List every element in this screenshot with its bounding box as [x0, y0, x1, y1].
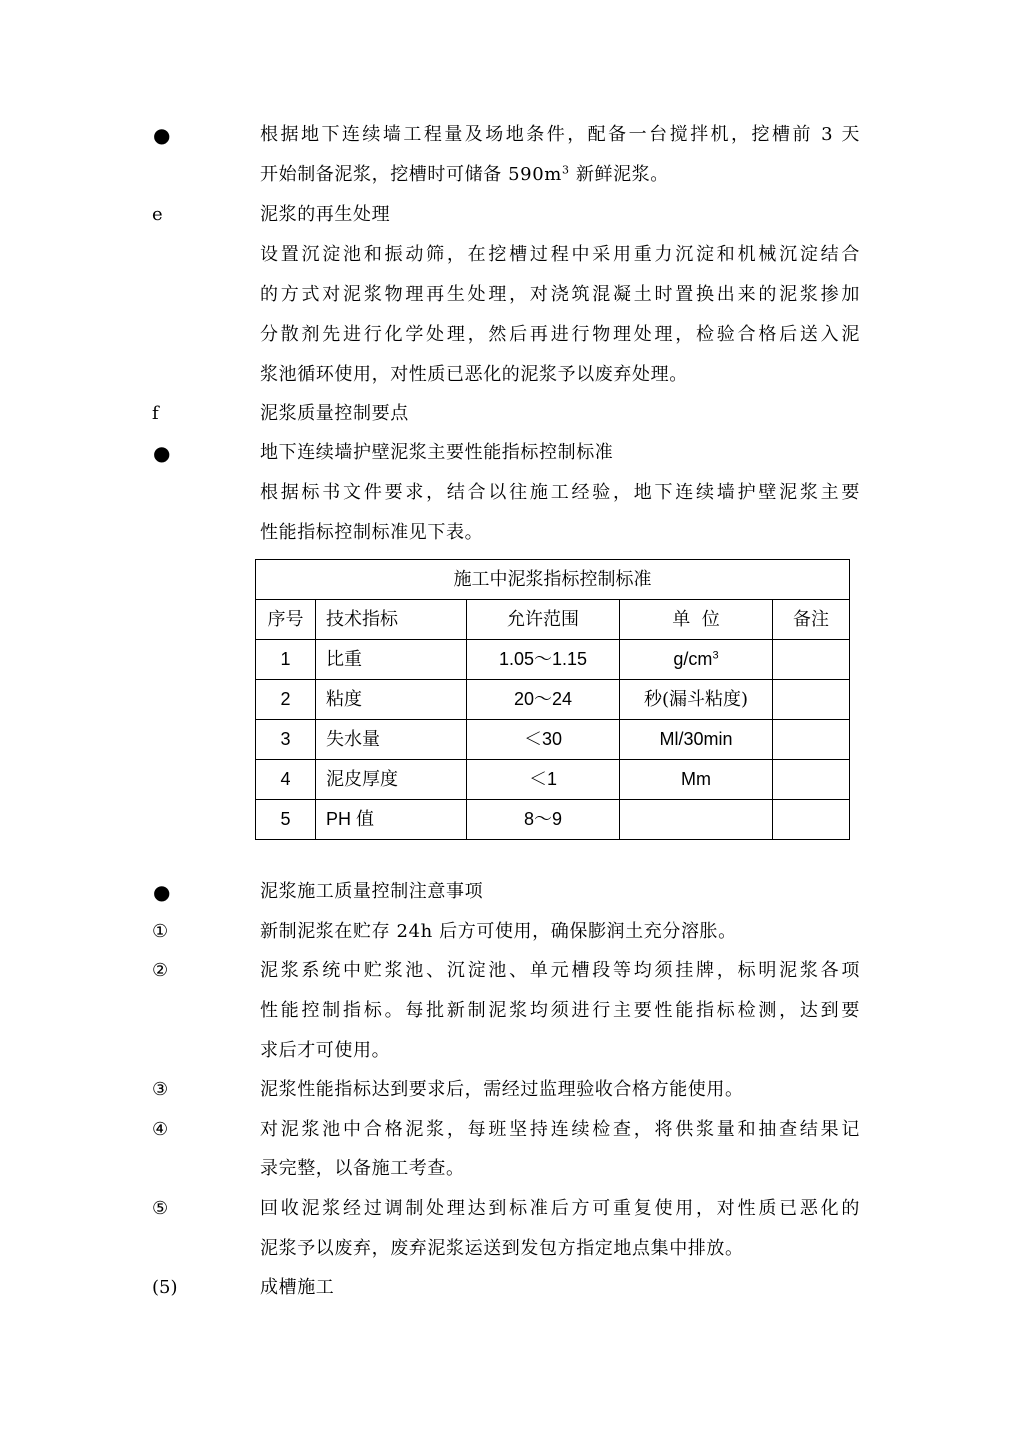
text-line	[0, 433, 1012, 473]
section-marker-e: e	[152, 204, 163, 225]
subheading: 泥浆施工质量控制注意事项	[260, 881, 484, 902]
paragraph-text: 泥浆性能指标达到要求后，需经过监理验收合格方能使用。	[260, 1079, 744, 1100]
subheading: 泥浆的再生处理	[260, 204, 391, 225]
paragraph-text: 对泥浆池中合格泥浆，每班坚持连续检查，将供浆量和抽查结果记	[260, 1119, 860, 1140]
text-line	[0, 872, 1012, 912]
paragraph-text-with-volume: 开始制备泥浆，挖槽时可储备 $590m^3$ 新鲜泥浆。	[260, 163, 669, 185]
table-row	[256, 720, 850, 760]
table-row	[256, 640, 850, 680]
subheading: 泥浆质量控制要点	[260, 403, 409, 424]
text-line	[0, 1268, 1012, 1308]
cell-note	[773, 680, 850, 720]
cell-unit	[620, 800, 773, 840]
cell-unit: 秒(漏斗粘度)	[620, 680, 773, 720]
header-note: 备注	[773, 600, 850, 640]
paragraph-text: 的方式对泥浆物理再生处理，对浇筑混凝土时置换出来的泥浆掺加	[260, 284, 860, 305]
bullet-marker: ●	[153, 441, 171, 465]
section-marker-5: (5)	[152, 1277, 178, 1298]
cell-item: 粘度	[316, 680, 467, 720]
cell-no: 1	[256, 640, 316, 680]
table-caption: 施工中泥浆指标控制标准	[256, 560, 850, 600]
bullet-marker: ●	[153, 880, 171, 904]
text-line	[0, 951, 1012, 991]
paragraph-text: 求后才可使用。	[260, 1040, 391, 1061]
unit-text: g/cm	[673, 649, 713, 669]
cell-note	[773, 760, 850, 800]
paragraph-text: 浆池循环使用，对性质已恶化的泥浆予以废弃处理。	[260, 364, 688, 385]
text-line	[0, 355, 1012, 395]
cell-note	[773, 640, 850, 680]
paragraph-text: 分散剂先进行化学处理，然后再进行物理处理，检验合格后送入泥	[260, 324, 860, 345]
text-line	[0, 513, 1012, 553]
header-no: 序号	[256, 600, 316, 640]
cell-no: 3	[256, 720, 316, 760]
header-range: 允许范围	[467, 600, 620, 640]
header-unit: 单 位	[620, 600, 773, 640]
bullet-marker: ●	[153, 123, 171, 147]
cell-note	[773, 720, 850, 760]
paragraph-text: 泥浆系统中贮浆池、沉淀池、单元槽段等均须挂牌，标明泥浆各项	[260, 960, 860, 981]
unit-superscript: 3	[712, 649, 719, 662]
text-line	[0, 1070, 1012, 1110]
text-line	[0, 1189, 1012, 1229]
paragraph-text: 性能控制指标。每批新制泥浆均须进行主要性能指标检测，达到要	[260, 1000, 860, 1021]
cell-item: 比重	[316, 640, 467, 680]
circled-number-marker: ②	[152, 960, 169, 981]
paragraph-text: 设置沉淀池和振动筛，在挖槽过程中采用重力沉淀和机械沉淀结合	[260, 244, 860, 265]
table-row	[256, 680, 850, 720]
text-line	[0, 912, 1012, 952]
circled-number-marker: ③	[152, 1079, 169, 1100]
circled-number-marker: ①	[152, 921, 169, 942]
cell-item: PH 值	[316, 800, 467, 840]
text-line	[0, 275, 1012, 315]
paragraph-text: 泥浆予以废弃，废弃泥浆运送到发包方指定地点集中排放。	[260, 1238, 744, 1259]
text-line	[0, 315, 1012, 355]
table-header-row	[256, 600, 850, 640]
text-line	[0, 473, 1012, 513]
paragraph-text: 回收泥浆经过调制处理达到标准后方可重复使用，对性质已恶化的	[260, 1198, 860, 1219]
cell-unit: Mm	[620, 760, 773, 800]
text-line	[0, 1110, 1012, 1150]
text-line	[0, 155, 1012, 195]
subheading: 成槽施工	[260, 1277, 335, 1298]
cell-range: ＜30	[467, 720, 620, 760]
cell-no: 2	[256, 680, 316, 720]
header-item: 技术指标	[316, 600, 467, 640]
table-row	[256, 760, 850, 800]
text-line	[0, 1149, 1012, 1189]
cell-range: 8～9	[467, 800, 620, 840]
mud-standard-table	[255, 559, 850, 840]
circled-number-marker: ④	[152, 1119, 169, 1140]
table-caption-row	[256, 560, 850, 600]
text-line	[0, 1229, 1012, 1269]
paragraph-text: 根据标书文件要求，结合以往施工经验，地下连续墙护壁泥浆主要	[260, 482, 860, 503]
cell-item: 失水量	[316, 720, 467, 760]
cell-range: ＜1	[467, 760, 620, 800]
paragraph-text: 根据地下连续墙工程量及场地条件，配备一台搅拌机，挖槽前 3 天	[260, 124, 860, 145]
paragraph-text: 新制泥浆在贮存 24h 后方可使用，确保膨润土充分溶胀。	[260, 921, 737, 942]
cell-unit: Ml/30min	[620, 720, 773, 760]
cell-item: 泥皮厚度	[316, 760, 467, 800]
paragraph-text: 性能指标控制标准见下表。	[260, 522, 484, 543]
paragraph-text: 录完整，以备施工考查。	[260, 1158, 465, 1179]
text-line	[0, 1031, 1012, 1071]
cell-no: 5	[256, 800, 316, 840]
cell-range: 1.05～1.15	[467, 640, 620, 680]
text-line	[0, 115, 1012, 155]
text-line	[0, 394, 1012, 434]
text-line	[0, 195, 1012, 235]
circled-number-marker: ⑤	[152, 1198, 169, 1219]
text-line	[0, 235, 1012, 275]
cell-unit	[620, 640, 773, 680]
cell-no: 4	[256, 760, 316, 800]
subheading: 地下连续墙护壁泥浆主要性能指标控制标准	[260, 442, 614, 463]
text-line	[0, 991, 1012, 1031]
table-row	[256, 800, 850, 840]
cell-note	[773, 800, 850, 840]
cell-range: 20～24	[467, 680, 620, 720]
section-marker-f: f	[152, 403, 159, 424]
